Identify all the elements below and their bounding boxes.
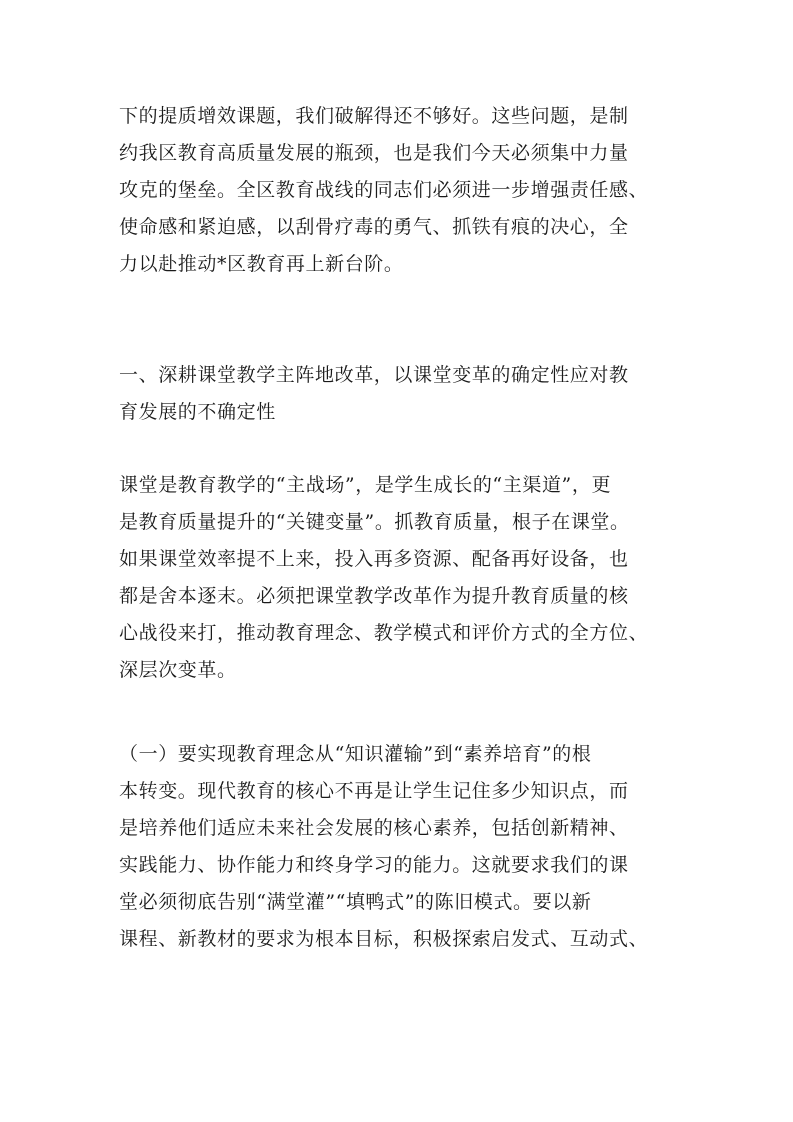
text-line: 本转变。现代教育的核心不再是让学生记住多少知识点，而 (119, 780, 629, 802)
body-paragraph (119, 467, 679, 689)
body-paragraph (119, 98, 679, 283)
text-line: 下的提质增效课题，我们破解得还不够好。这些问题，是制 (119, 105, 629, 127)
text-line: （一）要实现教育理念从“知识灌输”到“素养培育”的根 (119, 743, 592, 765)
text-line: 课堂是教育教学的“主战场”，是学生成长的“主渠道”，更 (119, 474, 612, 496)
heading-line: 一、深耕课堂教学主阵地改革，以课堂变革的确定性应对教 (119, 364, 629, 386)
text-line: 都是舍本逐末。必须把课堂教学改革作为提升教育质量的核 (119, 585, 629, 607)
text-line: 如果课堂效率提不上来，投入再多资源、配备再好设备，也 (119, 548, 629, 570)
heading-line: 育发展的不确定性 (119, 401, 276, 423)
text-line: 攻克的堡垒。全区教育战线的同志们必须进一步增强责任感、 (119, 179, 649, 201)
text-line: 力以赴推动*区教育再上新台阶。 (119, 253, 404, 275)
body-paragraph (119, 736, 679, 958)
text-line: 课程、新教材的要求为根本目标，积极探索启发式、互动式、 (119, 928, 649, 950)
text-line: 深层次变革。 (119, 659, 237, 681)
text-line: 堂必须彻底告别“满堂灌”“填鸭式”的陈旧模式。要以新 (119, 891, 592, 913)
text-line: 实践能力、协作能力和终身学习的能力。这就要求我们的课 (119, 854, 629, 876)
text-line: 使命感和紧迫感，以刮骨疗毒的勇气、抓铁有痕的决心，全 (119, 216, 629, 238)
section-heading (119, 357, 679, 431)
text-line: 心战役来打，推动教育理念、教学模式和评价方式的全方位、 (119, 622, 649, 644)
text-line: 是培养他们适应未来社会发展的核心素养，包括创新精神、 (119, 817, 629, 839)
text-line: 是教育质量提升的“关键变量”。抓教育质量，根子在课堂。 (119, 511, 630, 533)
text-line: 约我区教育高质量发展的瓶颈，也是我们今天必须集中力量 (119, 142, 629, 164)
